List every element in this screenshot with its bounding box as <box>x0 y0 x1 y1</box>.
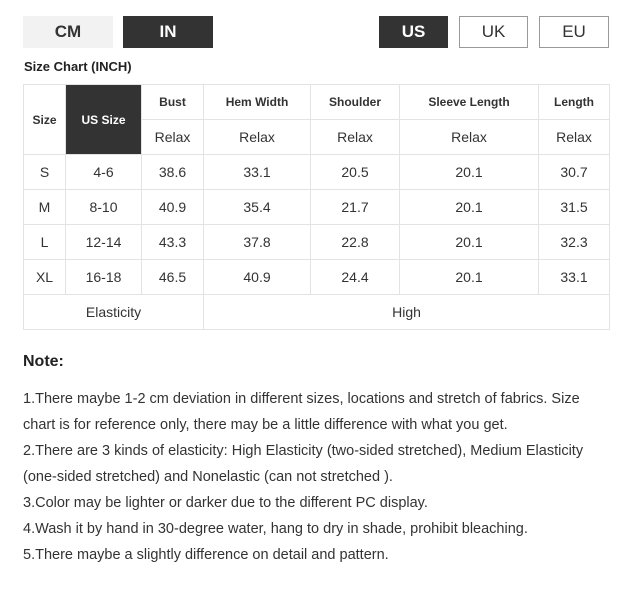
region-eu-button[interactable]: EU <box>539 16 609 48</box>
cell-length: 31.5 <box>539 190 610 225</box>
note-item: 2.There are 3 kinds of elasticity: High Elasticity (two-sided stretched), Medium Elasticity (one-sided stretched) and Nonelastic (can not stretched ). <box>23 443 584 485</box>
cell-sleeve-length: 20.1 <box>400 190 539 225</box>
note-item: 5.There maybe a slightly difference on detail and pattern. <box>23 547 389 563</box>
cell-shoulder: 21.7 <box>311 190 400 225</box>
header-hem-width: Hem Width <box>204 85 311 120</box>
table-row <box>24 190 610 225</box>
elasticity-value: High <box>204 295 610 330</box>
unit-cm-button[interactable]: CM <box>23 16 113 48</box>
note-title: Note: <box>23 353 64 370</box>
cell-bust: 40.9 <box>142 190 204 225</box>
size-chart-title: Size Chart (INCH) <box>24 59 132 74</box>
cell-us-size: 4-6 <box>66 155 142 190</box>
cell-shoulder: 20.5 <box>311 155 400 190</box>
header-length: Length <box>539 85 610 120</box>
note-item: 3.Color may be lighter or darker due to the different PC display. <box>23 495 428 511</box>
cell-length: 33.1 <box>539 260 610 295</box>
cell-bust: 38.6 <box>142 155 204 190</box>
elasticity-label: Elasticity <box>24 295 204 330</box>
table-row <box>24 260 610 295</box>
cell-sleeve-length: 20.1 <box>400 260 539 295</box>
unit-in-button[interactable]: IN <box>123 16 213 48</box>
cell-length: 32.3 <box>539 225 610 260</box>
table-row <box>24 155 610 190</box>
cell-bust: 46.5 <box>142 260 204 295</box>
table-header-row <box>24 85 610 120</box>
header-shoulder: Shoulder <box>311 85 400 120</box>
elasticity-row <box>24 295 610 330</box>
fit-hem-width: Relax <box>204 120 311 155</box>
cell-sleeve-length: 20.1 <box>400 225 539 260</box>
fit-length: Relax <box>539 120 610 155</box>
region-uk-button[interactable]: UK <box>459 16 528 48</box>
header-bust: Bust <box>142 85 204 120</box>
cell-sleeve-length: 20.1 <box>400 155 539 190</box>
cell-length: 30.7 <box>539 155 610 190</box>
fit-shoulder: Relax <box>311 120 400 155</box>
cell-us-size: 12-14 <box>66 225 142 260</box>
cell-us-size: 8-10 <box>66 190 142 225</box>
fit-sleeve-length: Relax <box>400 120 539 155</box>
notes-list <box>23 386 603 568</box>
cell-shoulder: 24.4 <box>311 260 400 295</box>
cell-size: L <box>24 225 66 260</box>
table-row <box>24 225 610 260</box>
header-size: Size <box>24 85 66 155</box>
cell-size: M <box>24 190 66 225</box>
cell-hem-width: 40.9 <box>204 260 311 295</box>
cell-shoulder: 22.8 <box>311 225 400 260</box>
header-us-size: US Size <box>66 85 142 155</box>
cell-us-size: 16-18 <box>66 260 142 295</box>
cell-size: S <box>24 155 66 190</box>
cell-hem-width: 37.8 <box>204 225 311 260</box>
region-us-button[interactable]: US <box>379 16 448 48</box>
cell-bust: 43.3 <box>142 225 204 260</box>
header-sleeve-length: Sleeve Length <box>400 85 539 120</box>
note-item: 1.There maybe 1-2 cm deviation in different sizes, locations and stretch of fabrics. Size chart is for reference only, there may be a little difference with what you get. <box>23 391 580 433</box>
fit-bust: Relax <box>142 120 204 155</box>
cell-size: XL <box>24 260 66 295</box>
size-chart-table <box>23 84 610 330</box>
cell-hem-width: 33.1 <box>204 155 311 190</box>
cell-hem-width: 35.4 <box>204 190 311 225</box>
note-item: 4.Wash it by hand in 30-degree water, hang to dry in shade, prohibit bleaching. <box>23 521 528 537</box>
